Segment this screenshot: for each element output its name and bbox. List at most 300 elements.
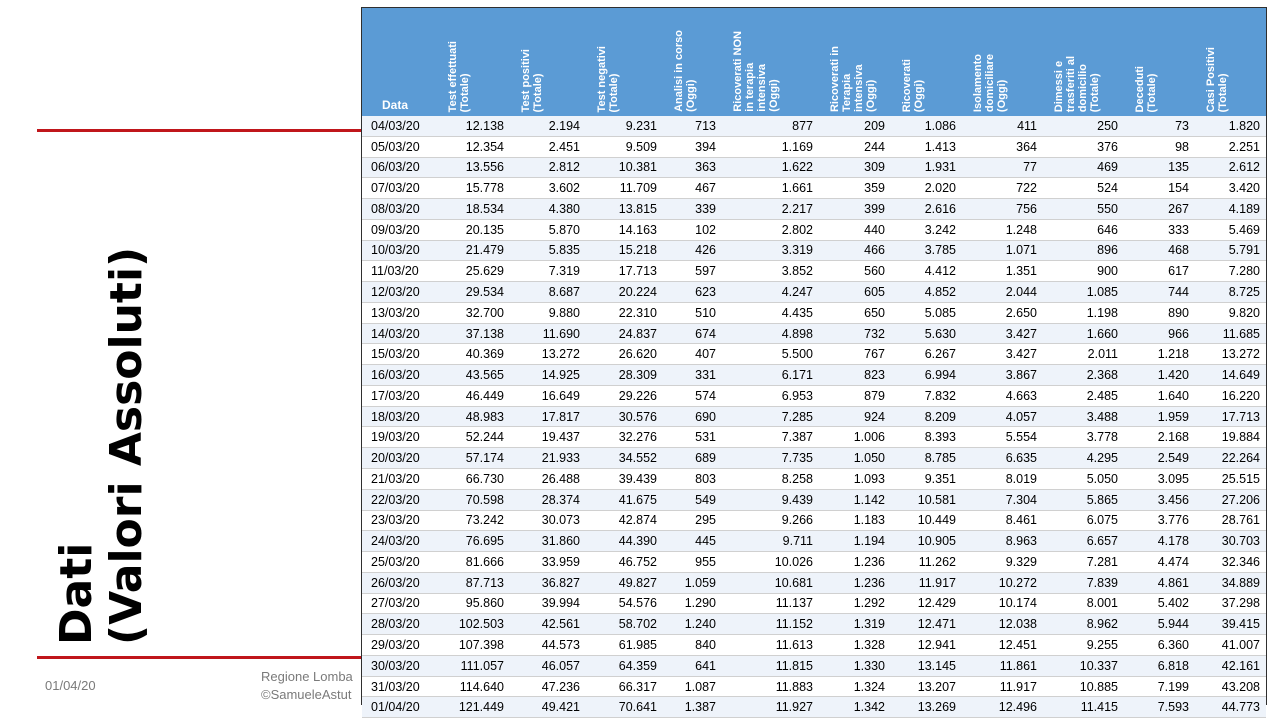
table-cell: 399: [819, 199, 891, 220]
table-cell: 1.328: [819, 635, 891, 656]
table-cell: 2.451: [510, 136, 586, 157]
table-cell: 28.374: [510, 489, 586, 510]
table-cell: 2.650: [962, 302, 1043, 323]
cell-date: 14/03/20: [362, 323, 437, 344]
table-cell: 114.640: [437, 676, 510, 697]
table-cell: 10.905: [891, 531, 962, 552]
table-body: [362, 116, 1266, 718]
table-row: [362, 282, 1266, 303]
cell-date: 24/03/20: [362, 531, 437, 552]
table-cell: 73: [1124, 116, 1195, 136]
table-cell: 467: [663, 178, 722, 199]
table-cell: 20.224: [586, 282, 663, 303]
cell-date: 31/03/20: [362, 676, 437, 697]
table-cell: 43.208: [1195, 676, 1266, 697]
table-cell: 3.852: [722, 261, 819, 282]
table-cell: 61.985: [586, 635, 663, 656]
table-cell: 364: [962, 136, 1043, 157]
table-cell: 46.057: [510, 655, 586, 676]
table-cell: 1.290: [663, 593, 722, 614]
table-cell: 12.138: [437, 116, 510, 136]
table-cell: 21.933: [510, 448, 586, 469]
table-cell: 29.226: [586, 385, 663, 406]
table-cell: 19.884: [1195, 427, 1266, 448]
table-cell: 81.666: [437, 552, 510, 573]
table-cell: 1.248: [962, 219, 1043, 240]
cell-date: 23/03/20: [362, 510, 437, 531]
column-header-label: Dimessi e trasferiti al domicilio (Totale): [1053, 55, 1101, 112]
divider-top: [37, 129, 362, 132]
table-cell: 9.329: [962, 552, 1043, 573]
table-cell: 4.861: [1124, 572, 1195, 593]
table-cell: 4.057: [962, 406, 1043, 427]
table-cell: 26.620: [586, 344, 663, 365]
table-cell: 3.420: [1195, 178, 1266, 199]
table-cell: 1.330: [819, 655, 891, 676]
table-cell: 767: [819, 344, 891, 365]
table-cell: 34.552: [586, 448, 663, 469]
cell-date: 11/03/20: [362, 261, 437, 282]
table-cell: 21.479: [437, 240, 510, 261]
table-cell: 32.346: [1195, 552, 1266, 573]
table-cell: 2.612: [1195, 157, 1266, 178]
table-cell: 1.420: [1124, 365, 1195, 386]
table-cell: 12.451: [962, 635, 1043, 656]
table-cell: 4.435: [722, 302, 819, 323]
table-cell: 3.456: [1124, 489, 1195, 510]
table-cell: 13.207: [891, 676, 962, 697]
table-row: [362, 302, 1266, 323]
table-cell: 209: [819, 116, 891, 136]
table-cell: 44.390: [586, 531, 663, 552]
table-cell: 4.380: [510, 199, 586, 220]
cell-date: 30/03/20: [362, 655, 437, 676]
table-cell: 440: [819, 219, 891, 240]
table-cell: 42.561: [510, 614, 586, 635]
table-cell: 34.889: [1195, 572, 1266, 593]
table-cell: 10.681: [722, 572, 819, 593]
table-cell: 7.319: [510, 261, 586, 282]
cell-date: 22/03/20: [362, 489, 437, 510]
table-cell: 8.725: [1195, 282, 1266, 303]
table-cell: 641: [663, 655, 722, 676]
table-cell: 2.251: [1195, 136, 1266, 157]
table-cell: 11.137: [722, 593, 819, 614]
cell-date: 08/03/20: [362, 199, 437, 220]
table-cell: 73.242: [437, 510, 510, 531]
table-cell: 43.565: [437, 365, 510, 386]
table-cell: 713: [663, 116, 722, 136]
table-cell: 244: [819, 136, 891, 157]
cell-date: 26/03/20: [362, 572, 437, 593]
table-cell: 690: [663, 406, 722, 427]
table-cell: 1.240: [663, 614, 722, 635]
column-header-label: Test effettuati (Totale): [447, 40, 471, 112]
table-cell: 46.752: [586, 552, 663, 573]
table-cell: 339: [663, 199, 722, 220]
table-cell: 900: [1043, 261, 1124, 282]
table-cell: 11.927: [722, 697, 819, 718]
table-cell: 17.817: [510, 406, 586, 427]
table-cell: 10.381: [586, 157, 663, 178]
table-cell: 7.281: [1043, 552, 1124, 573]
cell-date: 07/03/20: [362, 178, 437, 199]
table-cell: 2.044: [962, 282, 1043, 303]
table-cell: 9.820: [1195, 302, 1266, 323]
table-cell: 2.020: [891, 178, 962, 199]
table-cell: 10.174: [962, 593, 1043, 614]
table-cell: 9.255: [1043, 635, 1124, 656]
table-cell: 102: [663, 219, 722, 240]
table-cell: 8.963: [962, 531, 1043, 552]
table-cell: 13.145: [891, 655, 962, 676]
table-cell: 966: [1124, 323, 1195, 344]
table-cell: 896: [1043, 240, 1124, 261]
table-cell: 1.319: [819, 614, 891, 635]
table-cell: 2.168: [1124, 427, 1195, 448]
table-cell: 1.387: [663, 697, 722, 718]
table-row: [362, 489, 1266, 510]
table-row: [362, 157, 1266, 178]
column-header-label: Test positivi (Totale): [520, 48, 544, 112]
table-cell: 531: [663, 427, 722, 448]
table-cell: 5.835: [510, 240, 586, 261]
table-cell: 26.488: [510, 469, 586, 490]
table-cell: 466: [819, 240, 891, 261]
table-cell: 12.471: [891, 614, 962, 635]
table-cell: 623: [663, 282, 722, 303]
table-cell: 8.785: [891, 448, 962, 469]
table-cell: 3.242: [891, 219, 962, 240]
table-row: [362, 136, 1266, 157]
table-cell: 8.019: [962, 469, 1043, 490]
table-cell: 14.925: [510, 365, 586, 386]
table-cell: 5.050: [1043, 469, 1124, 490]
table-row: [362, 635, 1266, 656]
cell-date: 01/04/20: [362, 697, 437, 718]
table-cell: 29.534: [437, 282, 510, 303]
table-cell: 5.085: [891, 302, 962, 323]
column-header: [891, 8, 962, 116]
table-cell: 9.711: [722, 531, 819, 552]
table-cell: 64.359: [586, 655, 663, 676]
table-cell: 1.661: [722, 178, 819, 199]
table-cell: 376: [1043, 136, 1124, 157]
table-cell: 121.449: [437, 697, 510, 718]
table-cell: 17.713: [1195, 406, 1266, 427]
column-header-label: Test negativi (Totale): [596, 45, 620, 112]
table-cell: 70.641: [586, 697, 663, 718]
table-cell: 8.393: [891, 427, 962, 448]
table-cell: 1.194: [819, 531, 891, 552]
table-cell: 10.026: [722, 552, 819, 573]
table-row: [362, 614, 1266, 635]
table-cell: 469: [1043, 157, 1124, 178]
table-cell: 877: [722, 116, 819, 136]
table-cell: 42.161: [1195, 655, 1266, 676]
table-cell: 2.549: [1124, 448, 1195, 469]
table-cell: 1.640: [1124, 385, 1195, 406]
table-cell: 4.412: [891, 261, 962, 282]
table-cell: 107.398: [437, 635, 510, 656]
table-cell: 6.075: [1043, 510, 1124, 531]
table-cell: 1.006: [819, 427, 891, 448]
table-cell: 5.865: [1043, 489, 1124, 510]
table-cell: 77: [962, 157, 1043, 178]
table-cell: 16.220: [1195, 385, 1266, 406]
column-header: [1124, 8, 1195, 116]
table-cell: 11.709: [586, 178, 663, 199]
table-cell: 102.503: [437, 614, 510, 635]
table-cell: 87.713: [437, 572, 510, 593]
table-cell: 70.598: [437, 489, 510, 510]
table-cell: 744: [1124, 282, 1195, 303]
cell-date: 12/03/20: [362, 282, 437, 303]
table-cell: 1.931: [891, 157, 962, 178]
table-cell: 66.317: [586, 676, 663, 697]
table-cell: 8.461: [962, 510, 1043, 531]
table-cell: 3.776: [1124, 510, 1195, 531]
table-cell: 1.059: [663, 572, 722, 593]
table-cell: 12.429: [891, 593, 962, 614]
table-cell: 8.687: [510, 282, 586, 303]
table-cell: 1.218: [1124, 344, 1195, 365]
table-cell: 25.629: [437, 261, 510, 282]
table-cell: 7.593: [1124, 697, 1195, 718]
table-cell: 3.602: [510, 178, 586, 199]
cell-date: 27/03/20: [362, 593, 437, 614]
table-cell: 33.959: [510, 552, 586, 573]
column-header: [510, 8, 586, 116]
table-cell: 674: [663, 323, 722, 344]
table-cell: 31.860: [510, 531, 586, 552]
footer-source: [261, 668, 353, 704]
table-cell: 16.649: [510, 385, 586, 406]
table-cell: 823: [819, 365, 891, 386]
table-cell: 363: [663, 157, 722, 178]
table-cell: 52.244: [437, 427, 510, 448]
table-cell: 4.178: [1124, 531, 1195, 552]
column-header: Data: [362, 8, 437, 116]
table-cell: 4.852: [891, 282, 962, 303]
cell-date: 15/03/20: [362, 344, 437, 365]
table-cell: 2.011: [1043, 344, 1124, 365]
cell-date: 10/03/20: [362, 240, 437, 261]
table-cell: 135: [1124, 157, 1195, 178]
table-cell: 309: [819, 157, 891, 178]
table-row: [362, 448, 1266, 469]
table-cell: 18.534: [437, 199, 510, 220]
table-cell: 3.427: [962, 344, 1043, 365]
table-cell: 7.832: [891, 385, 962, 406]
table-cell: 803: [663, 469, 722, 490]
table-row: [362, 469, 1266, 490]
table-cell: 11.861: [962, 655, 1043, 676]
table-cell: 549: [663, 489, 722, 510]
cell-date: 13/03/20: [362, 302, 437, 323]
table-cell: 617: [1124, 261, 1195, 282]
table-cell: 13.556: [437, 157, 510, 178]
table-cell: 1.413: [891, 136, 962, 157]
table-cell: 2.217: [722, 199, 819, 220]
table-cell: 12.038: [962, 614, 1043, 635]
table-cell: 445: [663, 531, 722, 552]
table-cell: 11.917: [891, 572, 962, 593]
table-cell: 2.194: [510, 116, 586, 136]
table-cell: 1.324: [819, 676, 891, 697]
table-cell: 11.262: [891, 552, 962, 573]
table-cell: 4.295: [1043, 448, 1124, 469]
footer-date: 01/04/20: [45, 678, 96, 693]
table-cell: 722: [962, 178, 1043, 199]
table-cell: 5.554: [962, 427, 1043, 448]
column-header-label: Deceduti (Totale): [1134, 65, 1158, 112]
table-cell: 689: [663, 448, 722, 469]
table-cell: 6.267: [891, 344, 962, 365]
table-cell: 7.735: [722, 448, 819, 469]
table-cell: 6.635: [962, 448, 1043, 469]
table-cell: 13.815: [586, 199, 663, 220]
table-cell: 550: [1043, 199, 1124, 220]
table-cell: 3.867: [962, 365, 1043, 386]
table-cell: 6.657: [1043, 531, 1124, 552]
table-cell: 6.360: [1124, 635, 1195, 656]
table-cell: 5.944: [1124, 614, 1195, 635]
table-cell: 4.189: [1195, 199, 1266, 220]
table-cell: 14.163: [586, 219, 663, 240]
table-cell: 12.496: [962, 697, 1043, 718]
column-header-label: Casi Positivi (Totale): [1205, 46, 1229, 112]
table-cell: 2.802: [722, 219, 819, 240]
table-cell: 11.152: [722, 614, 819, 635]
table-cell: 426: [663, 240, 722, 261]
table-cell: 1.292: [819, 593, 891, 614]
table-cell: 30.703: [1195, 531, 1266, 552]
table-cell: 98: [1124, 136, 1195, 157]
table-header-row: [362, 8, 1266, 116]
column-header: [1195, 8, 1266, 116]
slide-title-line2: (Valori Assoluti): [101, 246, 152, 645]
table-cell: 154: [1124, 178, 1195, 199]
table-cell: 19.437: [510, 427, 586, 448]
table-cell: 411: [962, 116, 1043, 136]
column-header-label: Analisi in corso (Oggi): [673, 30, 697, 112]
column-header-label: Ricoverati (Oggi): [901, 58, 925, 112]
footer-source-line2: ©SamueleAstut: [261, 687, 352, 702]
table-cell: 3.778: [1043, 427, 1124, 448]
table-cell: 1.050: [819, 448, 891, 469]
table-cell: 37.138: [437, 323, 510, 344]
table-cell: 36.827: [510, 572, 586, 593]
table-cell: 597: [663, 261, 722, 282]
table-cell: 890: [1124, 302, 1195, 323]
cell-date: 17/03/20: [362, 385, 437, 406]
table-cell: 840: [663, 635, 722, 656]
table-row: [362, 427, 1266, 448]
table-cell: 4.247: [722, 282, 819, 303]
table-cell: 1.086: [891, 116, 962, 136]
table-cell: 6.953: [722, 385, 819, 406]
table-cell: 44.773: [1195, 697, 1266, 718]
table-cell: 5.469: [1195, 219, 1266, 240]
table-cell: 1.169: [722, 136, 819, 157]
table-row: [362, 344, 1266, 365]
table-cell: 41.007: [1195, 635, 1266, 656]
data-table: [362, 8, 1266, 718]
slide-title-line1: Dati: [51, 542, 102, 645]
column-header: [1043, 8, 1124, 116]
table-cell: 8.001: [1043, 593, 1124, 614]
table-cell: 1.622: [722, 157, 819, 178]
table-row: [362, 178, 1266, 199]
table-cell: 32.276: [586, 427, 663, 448]
data-table-container: [361, 7, 1267, 715]
column-header-label: Ricoverati in Terapia intensiva (Oggi): [829, 45, 877, 112]
cell-date: 20/03/20: [362, 448, 437, 469]
table-cell: 6.994: [891, 365, 962, 386]
table-cell: 359: [819, 178, 891, 199]
cell-date: 05/03/20: [362, 136, 437, 157]
table-cell: 2.485: [1043, 385, 1124, 406]
table-cell: 24.837: [586, 323, 663, 344]
table-cell: 1.071: [962, 240, 1043, 261]
table-cell: 22.310: [586, 302, 663, 323]
table-cell: 732: [819, 323, 891, 344]
table-cell: 44.573: [510, 635, 586, 656]
table-cell: 510: [663, 302, 722, 323]
table-cell: 1.236: [819, 572, 891, 593]
table-cell: 1.093: [819, 469, 891, 490]
table-cell: 66.730: [437, 469, 510, 490]
column-header-label: Isolamento domiciliare (Oggi): [972, 53, 1008, 112]
column-header: [962, 8, 1043, 116]
table-cell: 5.402: [1124, 593, 1195, 614]
table-cell: 10.272: [962, 572, 1043, 593]
table-cell: 13.269: [891, 697, 962, 718]
divider-bottom: [37, 656, 362, 659]
table-cell: 7.387: [722, 427, 819, 448]
table-cell: 1.820: [1195, 116, 1266, 136]
table-cell: 9.439: [722, 489, 819, 510]
table-cell: 41.675: [586, 489, 663, 510]
table-cell: 524: [1043, 178, 1124, 199]
cell-date: 09/03/20: [362, 219, 437, 240]
table-cell: 11.883: [722, 676, 819, 697]
table-cell: 3.427: [962, 323, 1043, 344]
table-cell: 650: [819, 302, 891, 323]
table-cell: 10.885: [1043, 676, 1124, 697]
table-row: [362, 323, 1266, 344]
table-cell: 11.815: [722, 655, 819, 676]
table-cell: 2.812: [510, 157, 586, 178]
column-header: [437, 8, 510, 116]
table-cell: 1.959: [1124, 406, 1195, 427]
column-header-label: Ricoverati NON in terapia intensiva (Oggi): [732, 31, 780, 112]
table-cell: 1.183: [819, 510, 891, 531]
table-cell: 30.073: [510, 510, 586, 531]
table-cell: 22.264: [1195, 448, 1266, 469]
table-cell: 17.713: [586, 261, 663, 282]
table-cell: 28.761: [1195, 510, 1266, 531]
column-header: [819, 8, 891, 116]
table-row: [362, 510, 1266, 531]
table-cell: 407: [663, 344, 722, 365]
table-cell: 9.351: [891, 469, 962, 490]
column-header: [663, 8, 722, 116]
table-cell: 40.369: [437, 344, 510, 365]
table-cell: 28.309: [586, 365, 663, 386]
table-cell: 47.236: [510, 676, 586, 697]
